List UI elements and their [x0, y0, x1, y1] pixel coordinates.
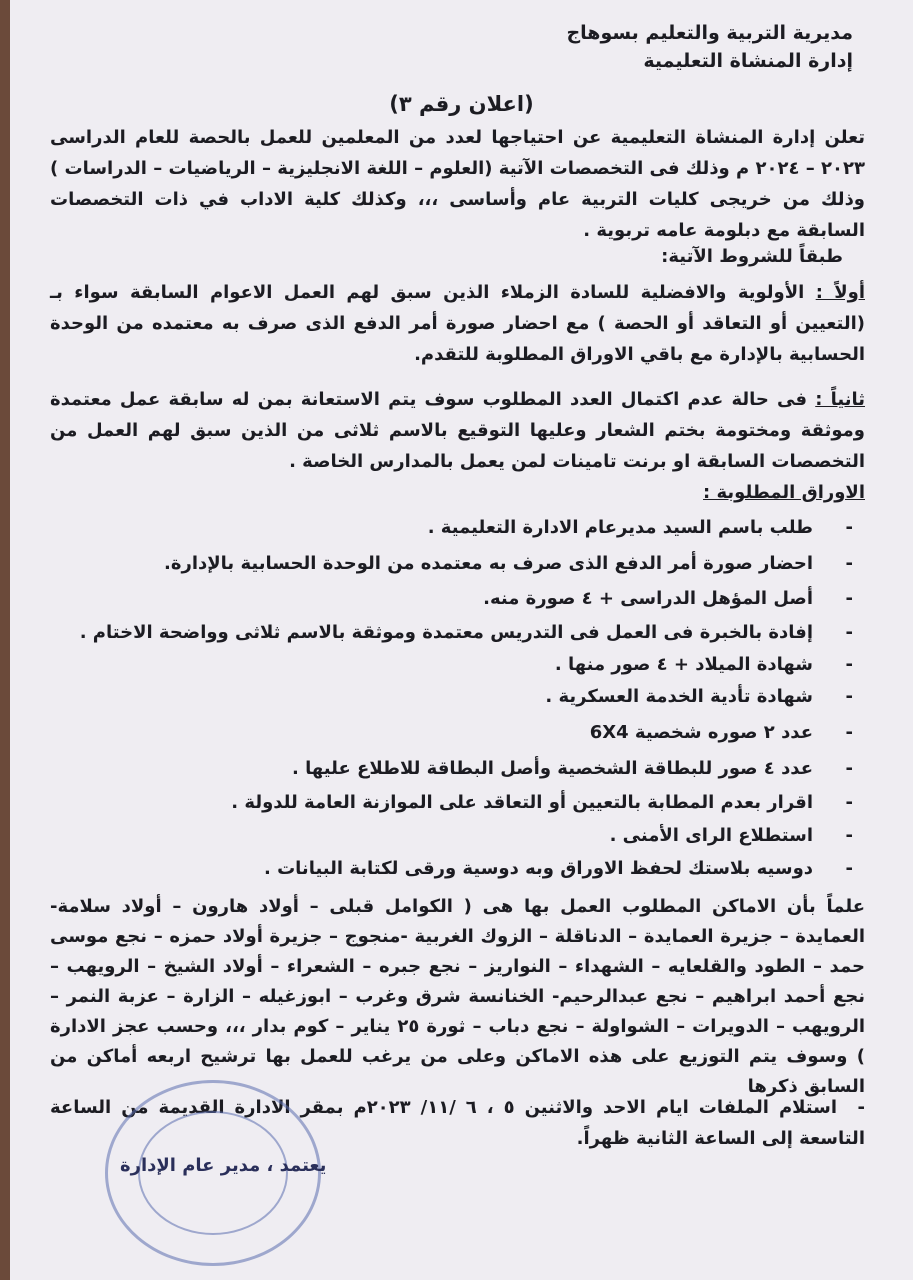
places-paragraph: علماً بأن الاماكن المطلوب العمل بها هى ( الكوامل قبلى – أولاد هارون – أولاد سلامة- العمايدة – جزيرة العمايدة – الدناقلة – الزوك الغربية -منجوج – جزيرة أولاد حمزه – نجع موسى حمد – الطود والقلعايه – الشهداء – النواريز – نجع جبره – الشعراء – أولاد الشيخ – الرويهب – نجع أحمد ابراهيم – نجع عبدالرحيم- الخنانسة شرق وغرب – ابوزغيله – الزارة – عزبة النمر – الرويهب – الدويرات – الشواولة – نجع دباب – ثورة ٢٥ يناير – كوم بدار ،،، وحسب عجز الادارة ) وسوف يتم التوزيع على هذه الاماكن وعلى من يرغب للعمل بها ترشيح اربعه أماكن من السابق ذكرها — [50, 896, 865, 1097]
document-page — [10, 0, 913, 1280]
list-item: -عدد ٢ صوره شخصية 6X4 — [589, 722, 853, 743]
announcement-title: (اعلان رقم ٣) — [389, 92, 534, 116]
second-text: فى حالة عدم اكتمال العدد المطلوب سوف يتم الاستعانة بمن له سابقة عمل معتمدة وموثقة ومختومة بختم الشعار وعليها التوقيع بالاسم ثلاثى من الذين سبق لهم العمل من التخصصات السابقة او برنت تامينات لمن يعمل بالمدارس الخاصة . — [50, 389, 865, 472]
signature: يعتمد ، مدير عام الإدارة — [120, 1155, 327, 1176]
first-condition — [50, 277, 865, 370]
second-condition — [50, 384, 865, 477]
directorate-name: مديرية التربية والتعليم بسوهاج — [566, 22, 853, 44]
list-item: -عدد ٤ صور للبطاقة الشخصية وأصل البطاقة للاطلاع عليها . — [292, 758, 853, 779]
submission-paragraph: -استلام الملفات ايام الاحد والاثنين ٥ ، ٦ /١١/ ٢٠٢٣م بمقر الادارة القديمة من الساعة التاسعة إلى الساعة الثانية ظهراً. — [50, 1097, 866, 1149]
first-label: أولاً : — [815, 282, 865, 303]
list-item: -إفادة بالخبرة فى العمل فى التدريس معتمدة وموثقة بالاسم ثلاثى وواضحة الاختام . — [79, 622, 853, 643]
list-item: -دوسيه بلاستك لحفظ الاوراق وبه دوسية ورقى لكتابة البيانات . — [263, 858, 853, 879]
list-item: -استطلاع الراى الأمنى . — [609, 825, 853, 846]
papers-heading: الاوراق المطلوبة : — [703, 482, 865, 503]
list-item: -طلب باسم السيد مديرعام الادارة التعليمية . — [427, 517, 853, 538]
list-item: -أصل المؤهل الدراسى + ٤ صورة منه. — [483, 588, 853, 609]
conditions-heading: طبقاً للشروط الآتية: — [661, 246, 843, 267]
administration-name: إدارة المنشاة التعليمية — [643, 50, 853, 72]
list-item: -شهادة الميلاد + ٤ صور منها . — [554, 654, 853, 675]
second-label: ثانياً : — [815, 389, 865, 410]
list-item: -اقرار بعدم المطابة بالتعيين أو التعاقد على الموازنة العامة للدولة . — [231, 792, 853, 813]
intro-paragraph: تعلن إدارة المنشاة التعليمية عن احتياجها لعدد من المعلمين للعمل بالحصة للعام الدراسى ٢٠٢٣ – ٢٠٢٤ م وذلك فى التخصصات الآتية (العلوم – اللغة الانجليزية – الرياضيات – الدراسات ) وذلك من خريجى كليات التربية عام وأساسى ،،، وكذلك كلية الاداب في ذات التخصصات السابقة مع دبلومة عامه تربوية . — [50, 127, 865, 241]
list-item: -احضار صورة أمر الدفع الذى صرف به معتمده من الوحدة الحسابية بالإدارة. — [164, 553, 853, 574]
list-item: -شهادة تأدية الخدمة العسكرية . — [545, 686, 853, 707]
first-text: الأولوية والافضلية للسادة الزملاء الذين سبق لهم العمل الاعوام السابقة سواء بـ (التعيين أو التعاقد أو الحصة ) مع احضار صورة أمر الدفع الذى صرف به معتمده من الوحدة الحسابية بالإدارة مع باقي الاوراق المطلوبة للتقدم. — [50, 282, 865, 365]
